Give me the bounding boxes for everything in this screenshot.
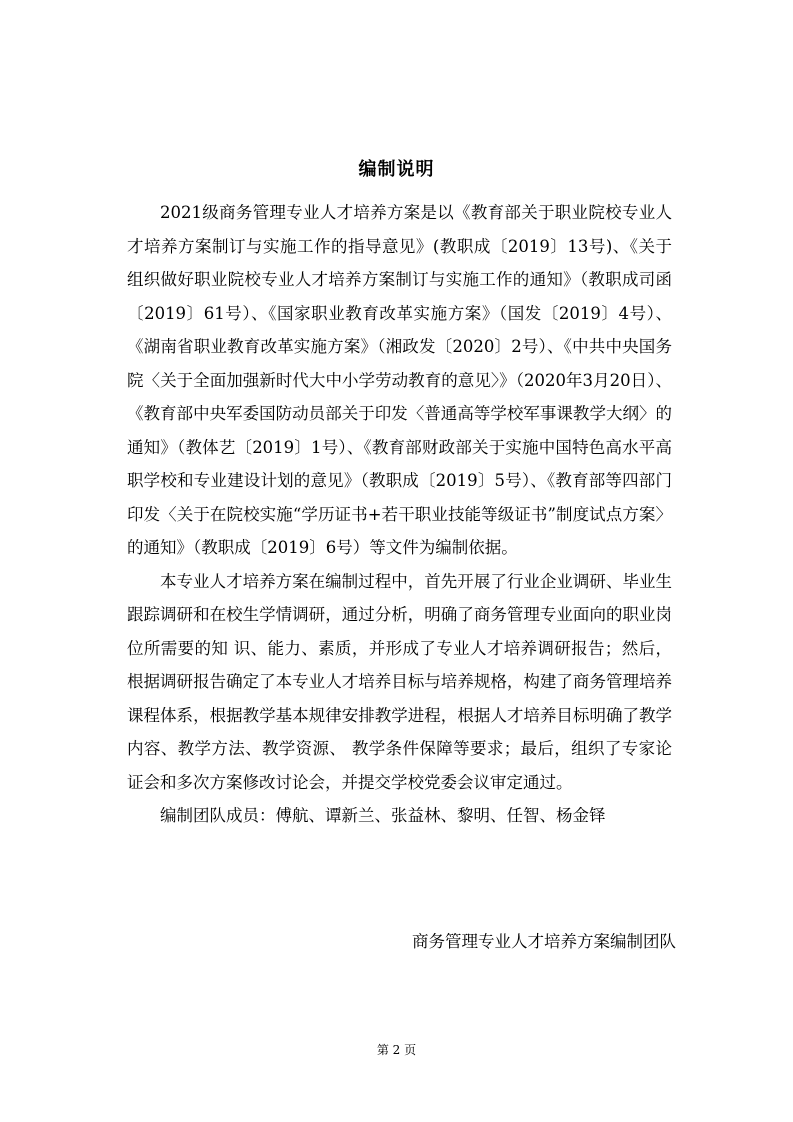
document-body <box>127 196 672 833</box>
paragraph-process: 本专业人才培养方案在编制过程中，首先开展了行业企业调研、毕业生跟踪调研和在校生学情调研，通过分析，明确了商务管理专业面向的职业岗位所需要的知 识、能力、素质，并形成了专业人才培养调研报告；然后， 根据调研报告确定了本专业人才培养目标与培养规格，构建了商务管理培养课程体系，根据教学基本规律安排教学进程，根据人才培养目标明确了教学内容、教学方法、教学资源、 教学条件保障等要求；最后，组织了专家论证会和多次方案修改讨论会，并提交学校党委会议审定通过。 <box>127 571 672 792</box>
paragraph-basis: 2021级商务管理专业人才培养方案是以《教育部关于职业院校专业人才培养方案制订与实施工作的指导意见》(教职成〔2019〕13号)、《关于组织做好职业院校专业人才培养方案制订与实施工作的通知》（教职成司函〔2019〕61号）、《国家职业教育改革实施方案》（国发〔2019〕4号）、《湖南省职业教育改革实施方案》（湘政发〔2020〕2号）、《中共中央国务院〈关于全面加强新时代大中小学劳动教育的意见〉》（2020年3月20日）、《教育部中央军委国防动员部关于印发〈普通高等学校军事课教学大纲〉的通知》（教体艺〔2019〕1号）、《教育部财政部关于实施中国特色高水平高职学校和专业建设计划的意见》（教职成〔2019〕5号）、《教育部等四部门印发〈关于在院校实施“学历证书+若干职业技能等级证书”制度试点方案〉的通知》（教职成〔2019〕6号）等文件为编制依据。 <box>127 203 672 557</box>
paragraph-team-members: 编制团队成员：傅航、谭新兰、张益林、黎明、任智、杨金铎 <box>160 806 606 825</box>
document-title: 编制说明 <box>358 159 435 180</box>
signature-team: 商务管理专业人才培养方案编制团队 <box>412 932 676 951</box>
page-number: 第 2 页 <box>376 1043 417 1057</box>
